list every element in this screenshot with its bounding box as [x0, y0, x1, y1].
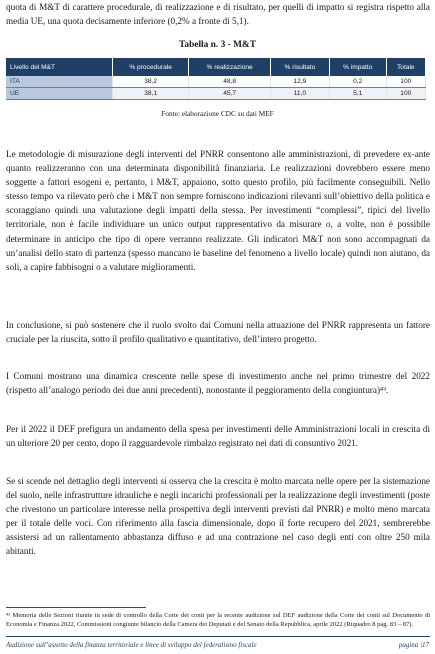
header-procedurale: % procedurale — [113, 58, 189, 76]
cell-risultato: 12,9 — [270, 76, 329, 88]
mt-table — [6, 58, 426, 100]
header-livello: Livello del M&T — [6, 58, 113, 76]
page-label: pagina — [398, 641, 419, 649]
footer-title: Audizione sull’assetto della finanza territoriale e linee di sviluppo del federalismo fiscale — [6, 641, 257, 649]
body-paragraph: I Comuni mostrano una dinamica crescente nelle spese di investimento anche nel primo trimestre del 2022 (rispetto all’analogo periodo dei due anni precedenti), nonostante il peggioramento della congiuntura)⁴³. — [6, 371, 430, 396]
cell-impatto: 0,2 — [329, 76, 386, 88]
page-number-value: 17 — [422, 641, 429, 649]
cell-realizzazione: 48,8 — [189, 76, 271, 88]
intro-paragraph: quota di M&T di carattere procedurale, di realizzazione e di risultato, per quelli di impatto si registra rispetto alla media UE, una quota decisamente inferiore (0,2% a fronte di 5,1). — [6, 2, 430, 27]
header-impatto: % impatto — [329, 58, 386, 76]
body-paragraph: Le metodologie di misurazione degli interventi del PNRR consentono alle amministrazioni, di prevedere ex-ante quanto realizzeranno con una determinata disponibilità finanziaria. Le realizzazioni dovrebbero essere meno soggette a fattori esogeni e, pertanto, i M&T, appaiono, sotto questo profilo, più facilmente conseguibili. Nello stesso tempo va rilevato però che i M&T non sempre forniscono indicazioni rilevanti sull’obiettivo della politica e scoraggiano quindi una valutazione degli impatti della stessa. Per investimenti “complessi”, tipici del livello territoriale, non è facile individuare un unico output rappresentativo da misurare o, a volte, non è possibile determinare in anticipo che tipo di opere verranno realizzate. Gli indicatori M&T non sono accompagnati da un’analisi dello stato di partenza (spesso mancano le baseline del fenomeno a livello locale) quindi non aiutano, da soli, a capire fabbisogni o a valutare miglioramenti. — [6, 149, 430, 272]
table-title: Tabella n. 3 - M&T — [178, 40, 256, 50]
cell-impatto: 5,1 — [329, 88, 386, 100]
cell-level: ITA — [6, 76, 113, 88]
header-realizzazione: % realizzazione — [189, 58, 271, 76]
table-source: Fonte: elaborazione CDC su dati MEF — [161, 109, 274, 118]
cell-procedurale: 38,1 — [113, 88, 189, 100]
footnote: ⁴³ Memoria delle Sezioni riunite in sede di controllo della Corte dei conti per la recente audizione sul DEF audizione della Corte dei conti sul Documento di Economia e Finanza 2022, Commissioni congiunte bilancio della Camera dei Deputati e del Senato della Repubblica, aprile 2022 (Riquadro 8 pag. 83 – 87). — [6, 612, 430, 628]
cell-realizzazione: 45,7 — [189, 88, 271, 100]
header-risultato: % risultato — [270, 58, 329, 76]
cell-totale: 100 — [386, 88, 425, 100]
cell-risultato: 11,0 — [270, 88, 329, 100]
table-row — [6, 76, 426, 88]
body-paragraph: In conclusione, si può sostenere che il ruolo svolto dai Comuni nella attuazione del PNRR rappresenta un fattore cruciale per la riuscita, sotto il profilo qualitativo e quantitativo, dell’intero progetto. — [6, 320, 430, 345]
cell-totale: 100 — [386, 76, 425, 88]
header-totale: Totale — [386, 58, 425, 76]
body-paragraph: Se si scende nel dettaglio degli interventi si osserva che la crescita è molto marcata nelle opere per la sistemazione del suolo, nelle infrastrutture idrauliche e negli incarichi professionali per la realizzazione degli investimenti (poste che rivestono un particolare interesse nella prospettiva degli interventi previsti dal PNRR) e molto meno marcata per il totale delle voci. Con riferimento alla fascia dimensionale, dopo il forte recupero del 2021, sembrerebbe assistersi ad un rallentamento abbastanza diffuso e ad una contrazione nel caso degli enti con oltre 250 mila abitanti. — [6, 476, 430, 557]
table-header-row — [6, 58, 426, 76]
cell-level: UE — [6, 88, 113, 100]
footer-divider — [6, 636, 430, 637]
table-row — [6, 88, 426, 100]
page-number: pagina |17 — [398, 641, 429, 649]
footnote-divider — [6, 607, 146, 608]
body-paragraph: Per il 2022 il DEF prefigura un andamento della spesa per investimenti delle Amministrazioni locali in crescita di un ulteriore 20 per cento, dopo il ragguardevole rimbalzo registrato nei dati di consuntivo 2021. — [6, 424, 430, 449]
cell-procedurale: 38,2 — [113, 76, 189, 88]
